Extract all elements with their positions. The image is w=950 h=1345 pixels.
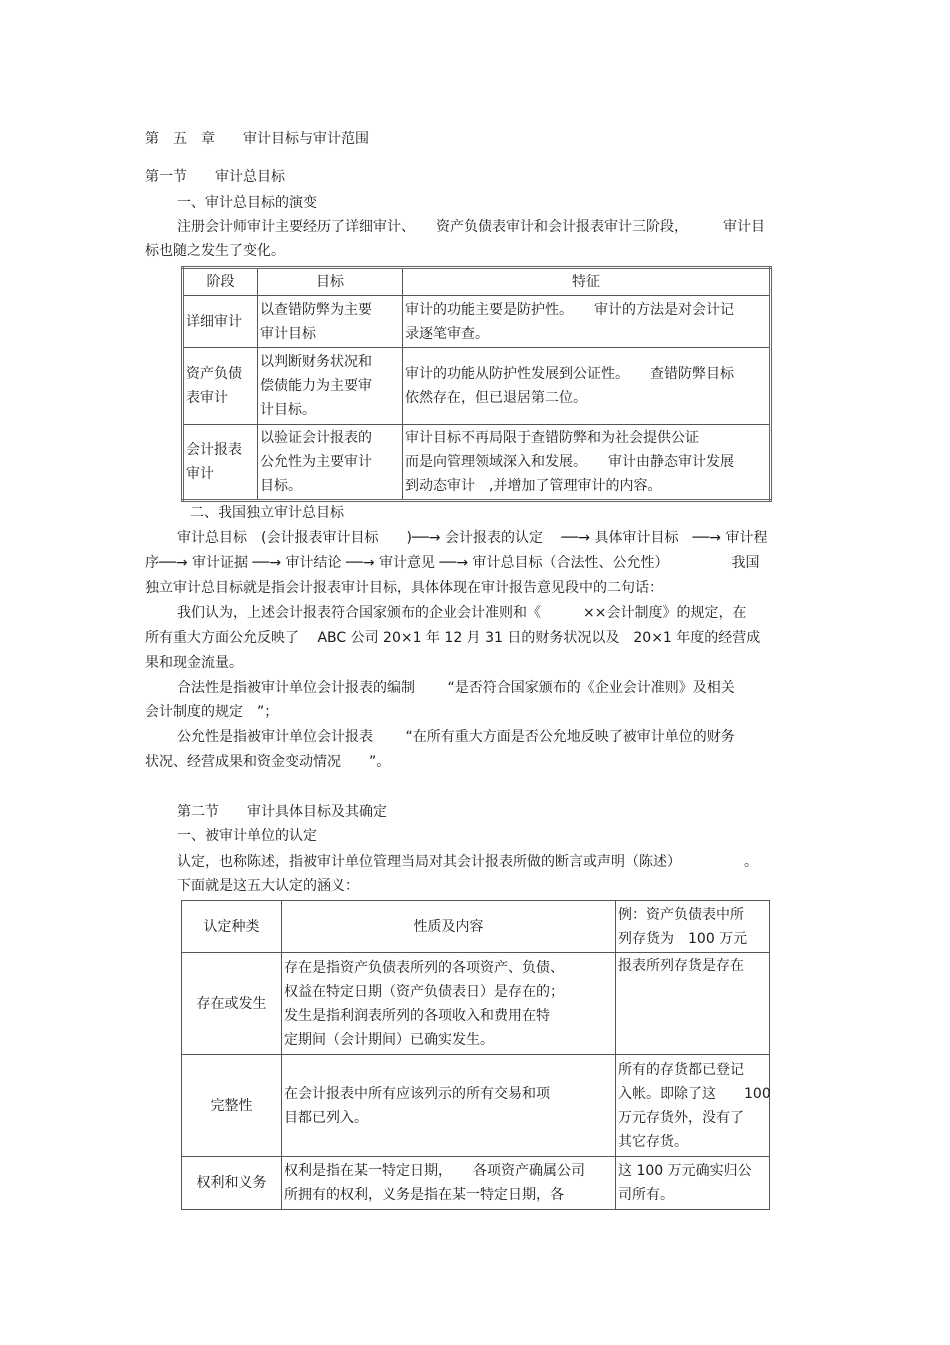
paragraph-line: 下面就是这五大认定的涵义： <box>177 878 359 894</box>
paragraph-line: 我们认为，上述会计报表符合国家颁布的企业会计准则和《 ××会计制度》的规定，在 <box>177 605 747 621</box>
subsection-title: 二、我国独立审计总目标 <box>190 505 344 521</box>
chapter-title: 第 五 章 审计目标与审计范围 <box>145 131 369 147</box>
stage-cell: 详细审计 <box>183 296 258 348</box>
feature-cell: 审计的功能主要是防护性。 审计的方法是对会计记 录逐笔审查。 <box>403 296 771 348</box>
paragraph-line: 状况、经营成果和资金变动情况 ”。 <box>145 754 391 770</box>
goal-cell: 以判断财务状况和 偿债能力为主要审 计目标。 <box>258 348 403 425</box>
paragraph-line: 独立审计总目标就是指会计报表审计目标，具体体现在审计报告意见段中的二句话： <box>145 580 663 596</box>
assertion-type-cell: 权利和义务 <box>182 1157 282 1210</box>
paragraph-line: 合法性是指被审计单位会计报表的编制 “是否符合国家颁布的《企业会计准则》及相关 <box>177 680 735 696</box>
paragraph-line: 认定，也称陈述，指被审计单位管理当局对其会计报表所做的断言或声明（陈述） 。 <box>177 854 758 870</box>
section-title: 第二节 审计具体目标及其确定 <box>177 804 387 820</box>
table-row <box>182 1157 770 1210</box>
table-row <box>182 1055 770 1157</box>
subsection-title: 一、被审计单位的认定 <box>177 828 317 844</box>
table-row <box>183 425 771 501</box>
assertion-example-cell: 报表所列存货是存在 <box>616 953 770 1055</box>
subsection-title: 一、审计总目标的演变 <box>177 195 317 211</box>
table-row <box>183 296 771 348</box>
paragraph-line: 标也随之发生了变化。 <box>145 243 285 259</box>
table-header-row <box>182 901 770 953</box>
assertion-example-cell: 所有的存货都已登记 入帐。即除了这 100 万元存货外，没有了 其它存货。 <box>616 1055 770 1157</box>
header-cell: 认定种类 <box>182 901 282 953</box>
assertion-type-cell: 存在或发生 <box>182 953 282 1055</box>
assertion-type-cell: 完整性 <box>182 1055 282 1157</box>
paragraph-line: 果和现金流量。 <box>145 655 243 671</box>
assertions-table <box>181 900 770 1210</box>
stage-cell: 会计报表 审计 <box>183 425 258 501</box>
paragraph-line: 所有重大方面公允反映了 ABC 公司 20×1 年 12 月 31 日的财务状况以及 20×1 年度的经营成 <box>145 630 761 646</box>
table-header-row <box>183 268 771 296</box>
assertion-example-cell: 这 100 万元确实归公 司所有。 <box>616 1157 770 1210</box>
assertion-content-cell: 存在是指资产负债表所列的各项资产、负债、 权益在特定日期（资产负债表日）是存在的； 发生是指利润表所列的各项收入和费用在特 定期间（会计期间）已确实发生。 <box>282 953 616 1055</box>
header-cell: 性质及内容 <box>282 901 616 953</box>
stage-cell: 资产负债 表审计 <box>183 348 258 425</box>
feature-cell: 审计目标不再局限于查错防弊和为社会提供公证 而是向管理领域深入和发展。 审计由静态审计发展 到动态审计 ,并增加了管理审计的内容。 <box>403 425 771 501</box>
paragraph-line: 序──→ 审计证据 ──→ 审计结论 ──→ 审计意见 ──→ 审计总目标（合法性、公允性） 我国 <box>145 555 760 571</box>
paragraph-line: 注册会计师审计主要经历了详细审计、 资产负债表审计和会计报表审计三阶段， 审计目 <box>177 219 765 235</box>
paragraph-line: 会计制度的规定 ”； <box>145 704 279 720</box>
goal-cell: 以查错防弊为主要 审计目标 <box>258 296 403 348</box>
header-cell: 阶段 <box>183 268 258 296</box>
header-cell: 目标 <box>258 268 403 296</box>
section-title: 第一节 审计总目标 <box>145 169 285 185</box>
assertion-content-cell: 权利是指在某一特定日期， 各项资产确属公司 所拥有的权利，义务是指在某一特定日期，各 <box>282 1157 616 1210</box>
header-cell: 例：资产负债表中所 列存货为 100 万元 <box>616 901 770 953</box>
assertion-content-cell: 在会计报表中所有应该列示的所有交易和项 目都已列入。 <box>282 1055 616 1157</box>
evolution-table <box>181 266 772 502</box>
goal-cell: 以验证会计报表的 公允性为主要审计 目标。 <box>258 425 403 501</box>
table-row <box>182 953 770 1055</box>
paragraph-line: 审计总目标 (会计报表审计目标 )──→ 会计报表的认定 ──→ 具体审计目标 ──→ 审计程 <box>177 530 768 546</box>
table-row <box>183 348 771 425</box>
header-cell: 特征 <box>403 268 771 296</box>
feature-cell: 审计的功能从防护性发展到公证性。 查错防弊目标 依然存在，但已退居第二位。 <box>403 348 771 425</box>
paragraph-line: 公允性是指被审计单位会计报表 “在所有重大方面是否公允地反映了被审计单位的财务 <box>177 729 735 745</box>
